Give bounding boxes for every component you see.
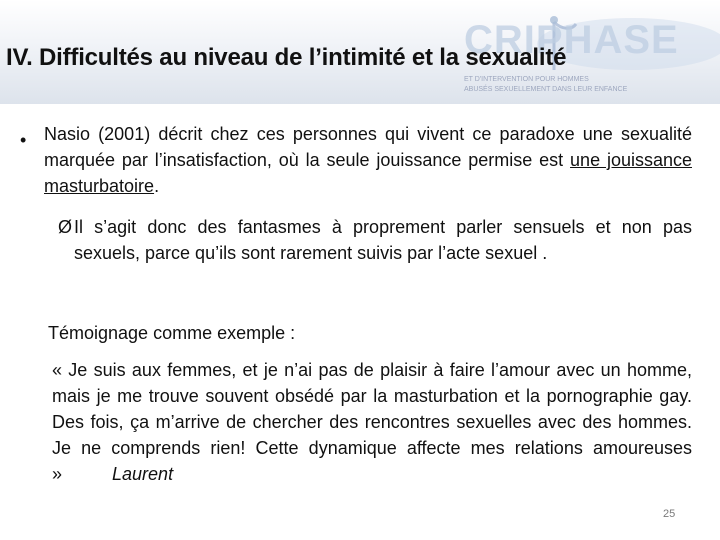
quote-author: Laurent <box>112 464 174 484</box>
sub-bullet-paragraph: Il s’agit donc des fantasmes à proprement parler sensuels et non pas sexuels, parce qu’ils sont rarement suivis par l’acte sexuel . <box>74 217 692 263</box>
bullet-underlined-text: une jouissance masturbatoire <box>44 150 692 196</box>
page-number: 25 <box>663 508 676 520</box>
logo-wordmark: CRIPHASE <box>464 18 679 62</box>
bullet-paragraph <box>44 121 692 199</box>
arrow-bullet-icon: Ø <box>58 217 73 237</box>
bullet-marker: • <box>20 130 27 150</box>
logo-subtitle-line2: ABUSÉS SEXUELLEMENT DANS LEUR ENFANCE <box>464 86 628 93</box>
logo-subtitle-line1: ET D'INTERVENTION POUR HOMMES <box>464 76 589 83</box>
slide-title: IV. Difficultés au niveau de l’intimité et la sexualité <box>6 44 567 71</box>
bullet-text-before: Nasio (2001) décrit chez ces personnes qui vivent ce paradoxe une sexualité marquée par l’insatisfaction, où la seule jouissance permise est <box>44 124 692 170</box>
testimony-label: Témoignage comme exemple : <box>48 323 296 343</box>
testimony-quote <box>52 357 692 487</box>
bullet-text-after: . <box>154 176 160 196</box>
quote-text: « Je suis aux femmes, et je n’ai pas de plaisir à faire l’amour avec un homme, mais je me trouve souvent obsédé par la masturbation et la pornographie gay. Des fois, ça m’arrive de chercher des rencontres sexuelles avec des hommes. Je ne comprends rien! Cette dynamique affecte mes relations amoureuses » <box>52 360 692 484</box>
